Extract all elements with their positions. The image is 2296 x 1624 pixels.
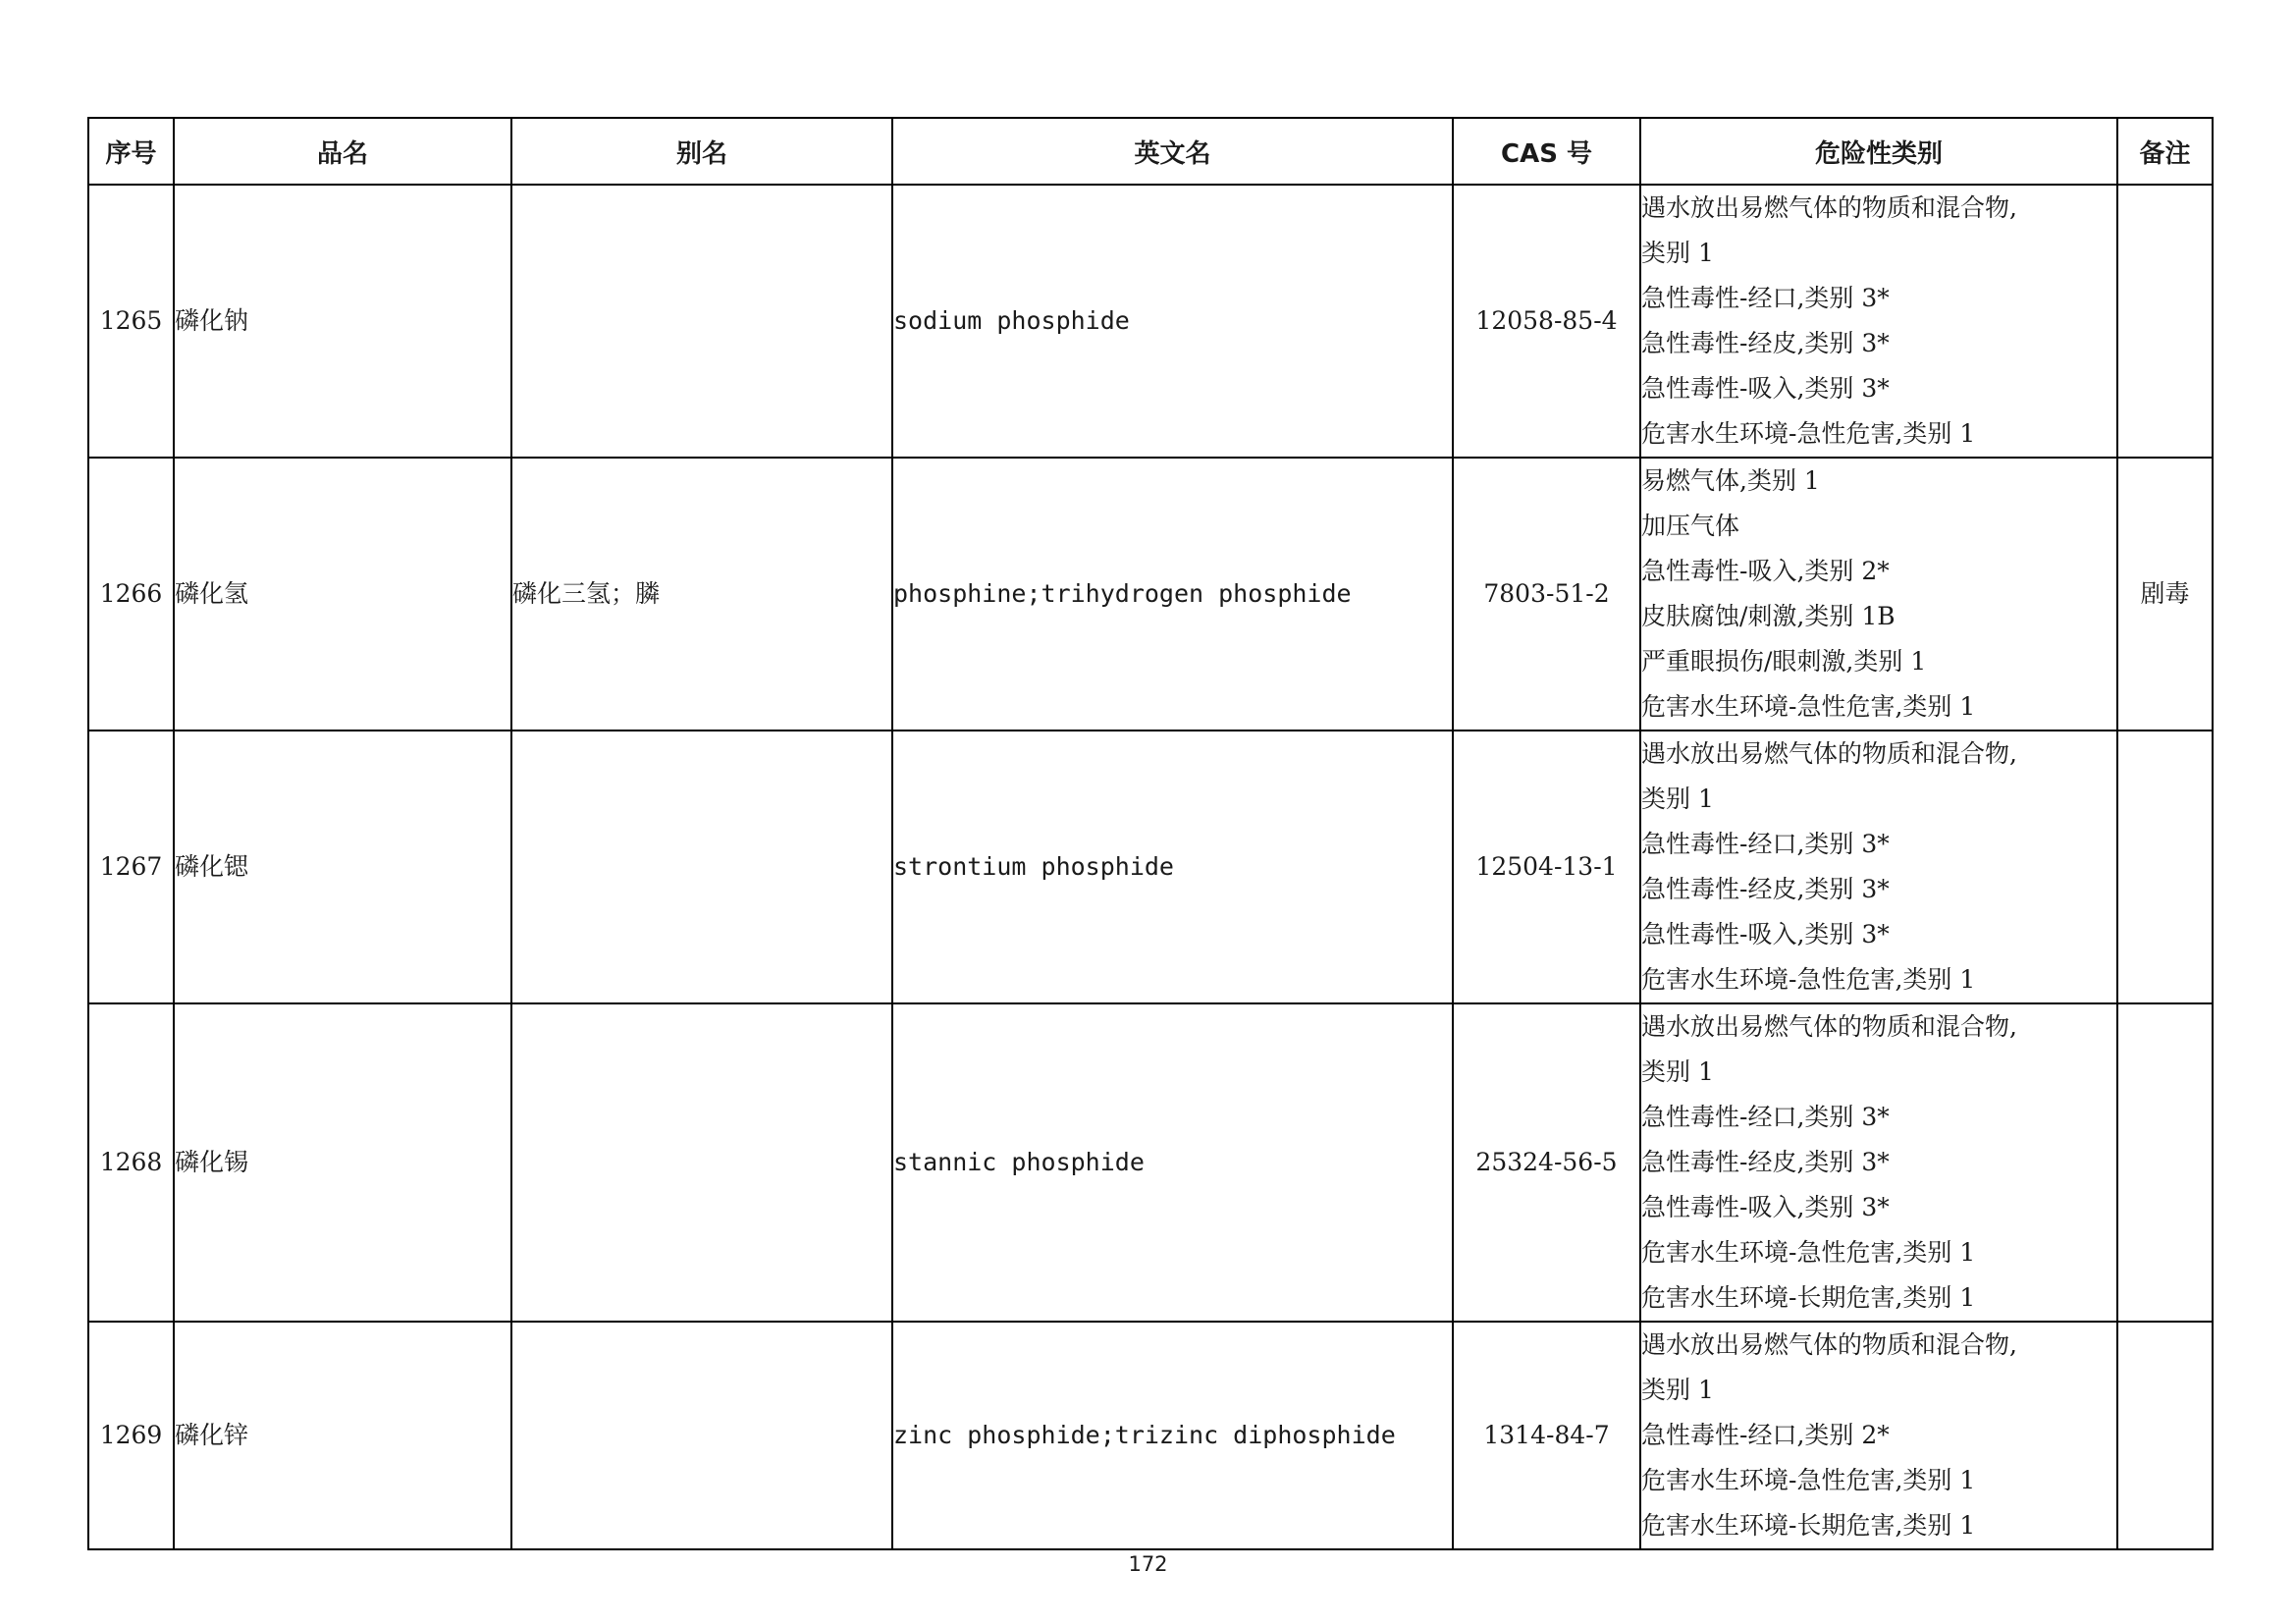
cell-cas: 1314-84-7 (1453, 1322, 1640, 1549)
header-hazard-class: 危险性类别 (1640, 118, 2117, 185)
hazard-line: 急性毒性-经皮,类别 3* (1641, 329, 1890, 357)
cell-name: 磷化氢 (174, 458, 511, 731)
cell-cas: 25324-56-5 (1453, 1003, 1640, 1322)
cell-note (2117, 1003, 2213, 1322)
hazard-line: 急性毒性-经口,类别 3* (1641, 284, 1890, 312)
cell-no: 1268 (88, 1003, 174, 1322)
table-header-row (88, 118, 2213, 185)
hazard-line: 类别 1 (1641, 239, 1714, 267)
cell-no: 1265 (88, 185, 174, 458)
table-row (88, 1003, 2213, 1322)
hazard-line: 急性毒性-经皮,类别 3* (1641, 1148, 1890, 1176)
hazard-line: 危害水生环境-长期危害,类别 1 (1641, 1511, 1976, 1540)
cell-english-name: zinc phosphide;trizinc diphosphide (892, 1322, 1453, 1549)
hazard-line: 易燃气体,类别 1 (1641, 466, 1820, 495)
hazard-line: 急性毒性-吸入,类别 3* (1641, 920, 1890, 948)
cell-note (2117, 185, 2213, 458)
cell-hazard-class (1640, 458, 2117, 731)
hazard-line: 危害水生环境-长期危害,类别 1 (1641, 1283, 1976, 1312)
hazard-line: 急性毒性-吸入,类别 3* (1641, 1193, 1890, 1221)
hazard-line: 急性毒性-吸入,类别 2* (1641, 557, 1890, 585)
cell-no: 1267 (88, 731, 174, 1003)
cell-hazard-class (1640, 731, 2117, 1003)
cell-note: 剧毒 (2117, 458, 2213, 731)
table-row (88, 185, 2213, 458)
cell-name: 磷化锌 (174, 1322, 511, 1549)
cell-cas: 12058-85-4 (1453, 185, 1640, 458)
cell-cas: 12504-13-1 (1453, 731, 1640, 1003)
cell-alias (511, 731, 892, 1003)
cell-name: 磷化钠 (174, 185, 511, 458)
cell-no: 1269 (88, 1322, 174, 1549)
hazard-line: 类别 1 (1641, 1057, 1714, 1086)
hazard-line: 加压气体 (1641, 512, 1740, 540)
cell-cas: 7803-51-2 (1453, 458, 1640, 731)
cell-alias: 磷化三氢；膦 (511, 458, 892, 731)
hazard-line: 类别 1 (1641, 785, 1714, 813)
hazard-line: 严重眼损伤/眼刺激,类别 1 (1641, 647, 1927, 676)
cell-alias (511, 185, 892, 458)
table-row (88, 458, 2213, 731)
hazard-line: 急性毒性-经口,类别 3* (1641, 1103, 1890, 1131)
header-alias: 别名 (511, 118, 892, 185)
hazard-line: 危害水生环境-急性危害,类别 1 (1641, 1466, 1976, 1494)
cell-alias (511, 1003, 892, 1322)
cell-english-name: strontium phosphide (892, 731, 1453, 1003)
page-number: 172 (1128, 1552, 1168, 1576)
hazard-line: 遇水放出易燃气体的物质和混合物, (1641, 1012, 2017, 1041)
hazard-line: 遇水放出易燃气体的物质和混合物, (1641, 193, 2017, 222)
hazard-line: 危害水生环境-急性危害,类别 1 (1641, 692, 1976, 721)
cell-english-name: phosphine;trihydrogen phosphide (892, 458, 1453, 731)
hazard-line: 危害水生环境-急性危害,类别 1 (1641, 1238, 1976, 1267)
hazard-line: 遇水放出易燃气体的物质和混合物, (1641, 1330, 2017, 1359)
cell-name: 磷化锶 (174, 731, 511, 1003)
cell-english-name: sodium phosphide (892, 185, 1453, 458)
cell-hazard-class (1640, 1003, 2117, 1322)
hazard-line: 遇水放出易燃气体的物质和混合物, (1641, 739, 2017, 768)
hazard-line: 类别 1 (1641, 1376, 1714, 1404)
hazard-line: 急性毒性-经口,类别 3* (1641, 830, 1890, 858)
cell-alias (511, 1322, 892, 1549)
hazard-line: 急性毒性-经口,类别 2* (1641, 1421, 1890, 1449)
cell-hazard-class (1640, 185, 2117, 458)
hazard-line: 皮肤腐蚀/刺激,类别 1B (1641, 602, 1896, 630)
cell-name: 磷化锡 (174, 1003, 511, 1322)
hazard-line: 急性毒性-经皮,类别 3* (1641, 875, 1890, 903)
cell-note (2117, 1322, 2213, 1549)
cell-hazard-class (1640, 1322, 2117, 1549)
hazard-line: 危害水生环境-急性危害,类别 1 (1641, 965, 1976, 994)
header-english-name: 英文名 (892, 118, 1453, 185)
table-row (88, 1322, 2213, 1549)
header-note: 备注 (2117, 118, 2213, 185)
hazard-line: 急性毒性-吸入,类别 3* (1641, 374, 1890, 403)
header-no: 序号 (88, 118, 174, 185)
cell-no: 1266 (88, 458, 174, 731)
header-cas: CAS 号 (1453, 118, 1640, 185)
hazardous-chemicals-table (87, 117, 2214, 1550)
table-row (88, 731, 2213, 1003)
header-name: 品名 (174, 118, 511, 185)
hazard-line: 危害水生环境-急性危害,类别 1 (1641, 419, 1976, 448)
cell-english-name: stannic phosphide (892, 1003, 1453, 1322)
cell-note (2117, 731, 2213, 1003)
